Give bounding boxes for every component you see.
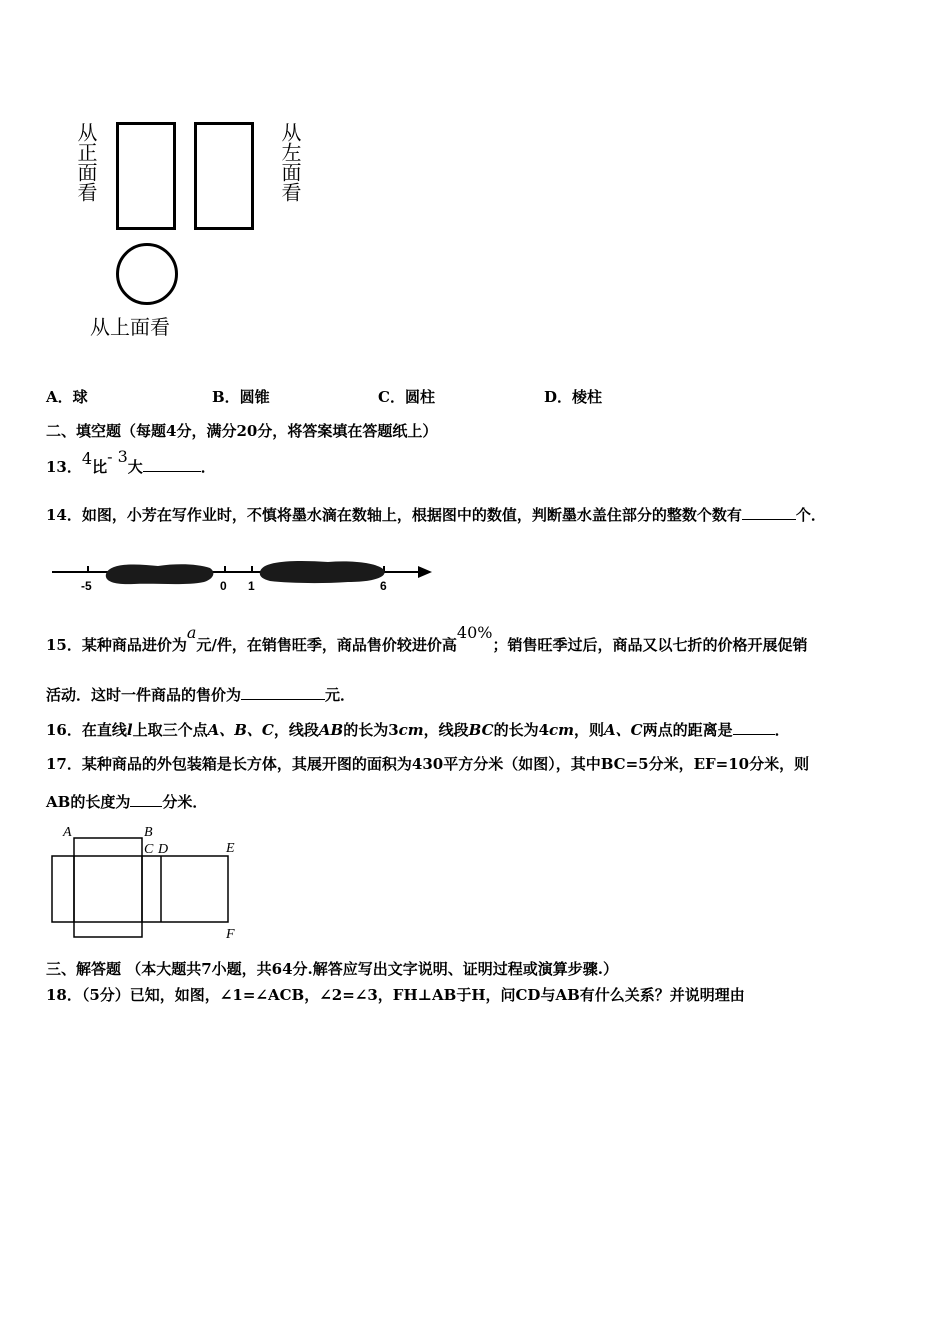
- label-a: A: [63, 825, 72, 840]
- q16-answer-blank[interactable]: [733, 720, 775, 735]
- q13-end: ．: [200, 458, 216, 476]
- q16-unit-1: cm: [398, 721, 424, 739]
- box-net-figure: [48, 824, 248, 942]
- q16-text-3: ，线段: [273, 721, 319, 739]
- option-b[interactable]: B．圆锥: [212, 388, 270, 406]
- number-line-figure: [48, 552, 438, 596]
- front-view-rectangle: [116, 122, 176, 230]
- q16-points-ac: A、C: [604, 721, 643, 739]
- q15-text-1: 15．某种商品进价为: [46, 636, 187, 654]
- axis-label-1: 1: [248, 579, 255, 593]
- q15-end: 元．: [325, 686, 356, 704]
- question-16: [46, 719, 790, 740]
- q13-answer-blank[interactable]: [143, 457, 201, 472]
- q13-value-b: - 3: [107, 447, 128, 466]
- q16-segment-bc: BC: [468, 721, 494, 739]
- q17-answer-blank[interactable]: [130, 792, 162, 807]
- q16-text-5: ，线段: [423, 721, 469, 739]
- top-view-circle: [116, 243, 178, 305]
- question-14: [46, 504, 826, 525]
- option-d[interactable]: D．棱柱: [544, 388, 603, 406]
- q13-number: 13．: [46, 458, 82, 476]
- label-e: E: [226, 841, 235, 856]
- q16-text-2: 上取三个点: [132, 721, 208, 739]
- q16-text-1: 16．在直线: [46, 721, 127, 739]
- q16-text-8: 两点的距离是: [642, 721, 733, 739]
- q13-value-a: 4: [81, 449, 93, 468]
- label-d: D: [158, 842, 169, 857]
- q16-text-7: ，则: [574, 721, 605, 739]
- axis-label-0: 0: [220, 579, 227, 593]
- q15-text-3: ；销售旺季过后，商品又以七折的价格开展促销: [492, 636, 808, 654]
- q15-answer-blank[interactable]: [241, 685, 325, 700]
- q16-end: ．: [774, 721, 790, 739]
- net-outer-horizontal: [52, 856, 228, 922]
- question-18: 18．（5分）已知，如图，∠1=∠ACB，∠2=∠3，FH⊥AB于H，问CD与AB有什么关系？并说明理由: [46, 986, 745, 1004]
- q15-text-2: 元/件，在销售旺季，商品售价较进价高: [196, 636, 457, 654]
- q16-text-4: 的长为3: [343, 721, 399, 739]
- q17-text: AB的长度为: [46, 793, 131, 811]
- q13-comparison: 比: [92, 458, 108, 476]
- q16-points: A、B、C: [207, 721, 274, 739]
- q14-text: 14．如图，小芳在写作业时，不慎将墨水滴在数轴上，根据图中的数值，判断墨水盖住部分的整数个数有: [46, 506, 742, 524]
- label-c: C: [144, 842, 154, 857]
- top-view-label: 从上面看: [90, 315, 170, 339]
- option-c[interactable]: C．圆柱: [378, 388, 435, 406]
- question-17-line-2: [46, 791, 207, 812]
- q15-variable-a: a: [186, 623, 197, 642]
- q17-end: 分米．: [162, 793, 208, 811]
- question-15-line-1: [46, 623, 808, 655]
- q16-unit-2: cm: [549, 721, 575, 739]
- q15-percentage: 40%: [456, 623, 493, 642]
- question-13: [46, 447, 216, 477]
- q16-line-l: l: [126, 721, 133, 739]
- section-3-title: 三、解答题 （本大题共7小题，共64分.解答应写出文字说明、证明过程或演算步骤.）: [46, 960, 618, 978]
- label-f: F: [226, 927, 235, 942]
- axis-label-minus-5: -5: [81, 579, 92, 593]
- axis-label-6: 6: [380, 579, 387, 593]
- question-17-line-1: 17．某种商品的外包装箱是长方体，其展开图的面积为430平方分米（如图），其中BC=5分米，EF=10分米，则: [46, 755, 810, 773]
- left-view-rectangle: [194, 122, 254, 230]
- label-b: B: [144, 825, 153, 840]
- front-view-label: 从正面看: [74, 122, 98, 202]
- q16-text-6: 的长为4: [493, 721, 550, 739]
- q13-tail: 大: [127, 458, 143, 476]
- q14-answer-blank[interactable]: [742, 505, 796, 520]
- question-15-line-2: [46, 684, 355, 705]
- q14-end: 个．: [795, 506, 826, 524]
- section-2-title: 二、填空题（每题4分，满分20分，将答案填在答题纸上）: [46, 422, 438, 440]
- q16-segment-ab: AB: [318, 721, 344, 739]
- ink-blot-right: [260, 561, 385, 583]
- q15-text-4: 活动．这时一件商品的售价为: [46, 686, 242, 704]
- option-a[interactable]: A．球: [46, 388, 88, 406]
- left-view-label: 从左面看: [278, 122, 302, 202]
- ink-blot-left: [106, 564, 214, 584]
- number-line-arrow: [418, 566, 432, 578]
